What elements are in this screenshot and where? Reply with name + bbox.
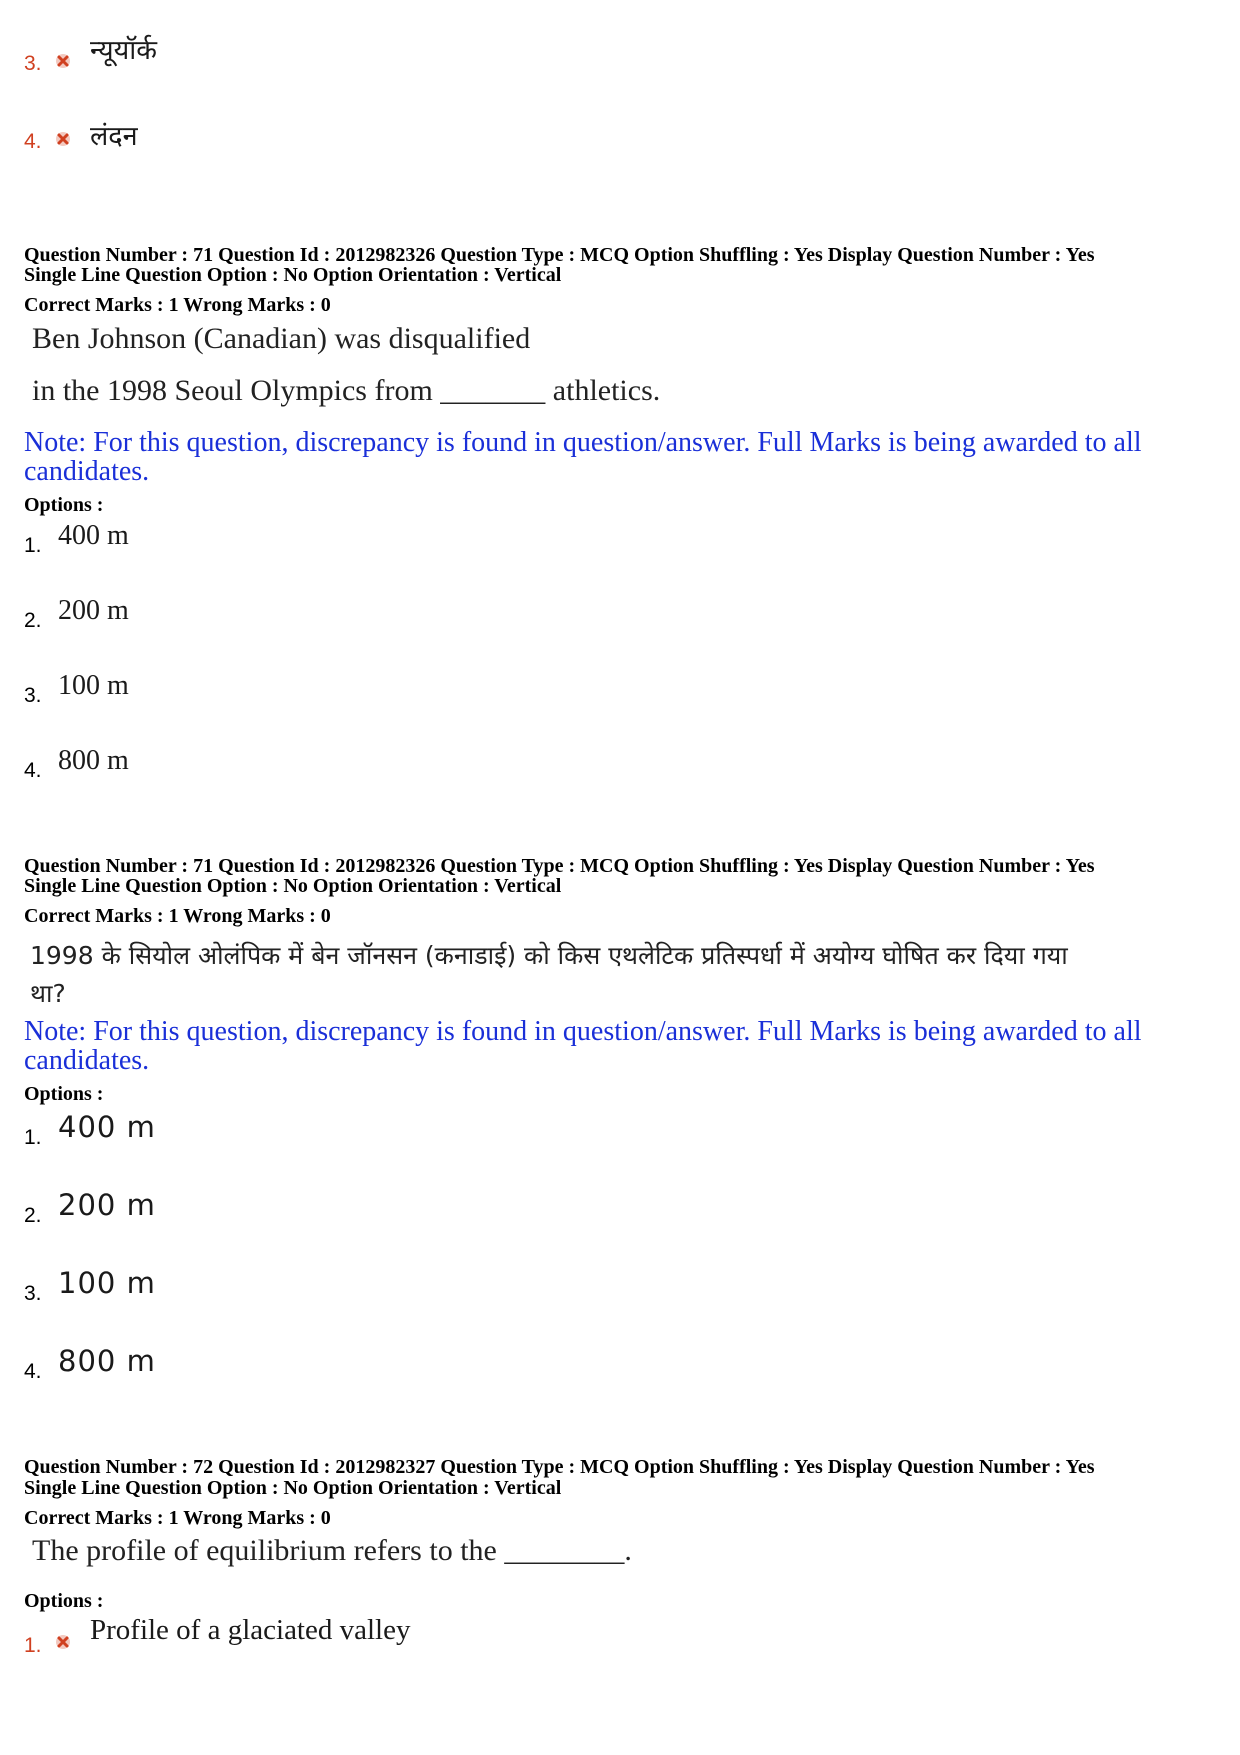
question-text-line2: था? bbox=[30, 979, 66, 1008]
option-number: 4. bbox=[24, 759, 42, 782]
discrepancy-note: Note: For this question, discrepancy is found in question/answer. Full Marks is being awarded to all candidates. bbox=[24, 1016, 1142, 1076]
option-number: 2. bbox=[24, 609, 42, 632]
options-label: Options : bbox=[24, 1083, 104, 1105]
question-text-line1: Ben Johnson (Canadian) was disqualified bbox=[32, 322, 531, 355]
question-marks: Correct Marks : 1 Wrong Marks : 0 bbox=[24, 905, 331, 927]
option-text: 100 m bbox=[58, 1266, 156, 1300]
option-text: न्यूयॉर्क bbox=[90, 35, 158, 66]
question-text-line2: in the 1998 Seoul Olympics from _______ athletics. bbox=[32, 374, 661, 407]
option-text: 200 m bbox=[58, 595, 129, 626]
question-text: The profile of equilibrium refers to the ________. bbox=[32, 1534, 632, 1567]
question-marks: Correct Marks : 1 Wrong Marks : 0 bbox=[24, 1507, 331, 1529]
question-meta-line2: Single Line Question Option : No Option Orientation : Vertical bbox=[24, 264, 562, 286]
option-text: 400 m bbox=[58, 520, 129, 551]
question-meta-line1: Question Number : 72 Question Id : 2012982327 Question Type : MCQ Option Shuffling : Yes Display Question Number : Yes bbox=[24, 1456, 1095, 1478]
question-text-line1: 1998 के सियोल ओलंपिक में बेन जॉनसन (कनाडाई) को किस एथलेटिक प्रतिस्पर्धा में अयोग्य घोषित कर दिया गया bbox=[30, 941, 1068, 970]
option-number: 1. bbox=[24, 1634, 42, 1657]
option-number: 3. bbox=[24, 52, 42, 75]
cross-icon bbox=[54, 1633, 72, 1651]
option-text: Profile of a glaciated valley bbox=[90, 1614, 411, 1646]
discrepancy-note: Note: For this question, discrepancy is found in question/answer. Full Marks is being awarded to all candidates. bbox=[24, 427, 1142, 487]
option-text: 800 m bbox=[58, 1344, 156, 1378]
option-number: 3. bbox=[24, 684, 42, 707]
options-label: Options : bbox=[24, 494, 104, 516]
question-meta-line2: Single Line Question Option : No Option Orientation : Vertical bbox=[24, 875, 562, 897]
option-number: 4. bbox=[24, 1360, 42, 1383]
option-number: 2. bbox=[24, 1204, 42, 1227]
options-label: Options : bbox=[24, 1590, 104, 1612]
option-text: 800 m bbox=[58, 745, 129, 776]
option-text: 400 m bbox=[58, 1110, 156, 1144]
question-meta-line1: Question Number : 71 Question Id : 2012982326 Question Type : MCQ Option Shuffling : Yes Display Question Number : Yes bbox=[24, 855, 1095, 877]
question-marks: Correct Marks : 1 Wrong Marks : 0 bbox=[24, 294, 331, 316]
option-number: 1. bbox=[24, 534, 42, 557]
option-number: 3. bbox=[24, 1282, 42, 1305]
question-meta-line1: Question Number : 71 Question Id : 2012982326 Question Type : MCQ Option Shuffling : Yes Display Question Number : Yes bbox=[24, 244, 1095, 266]
cross-icon bbox=[54, 52, 72, 70]
option-number: 1. bbox=[24, 1126, 42, 1149]
option-text: लंदन bbox=[90, 121, 138, 152]
cross-icon bbox=[54, 130, 72, 148]
option-number: 4. bbox=[24, 130, 42, 153]
option-text: 100 m bbox=[58, 670, 129, 701]
option-text: 200 m bbox=[58, 1188, 156, 1222]
question-meta-line2: Single Line Question Option : No Option Orientation : Vertical bbox=[24, 1477, 562, 1499]
